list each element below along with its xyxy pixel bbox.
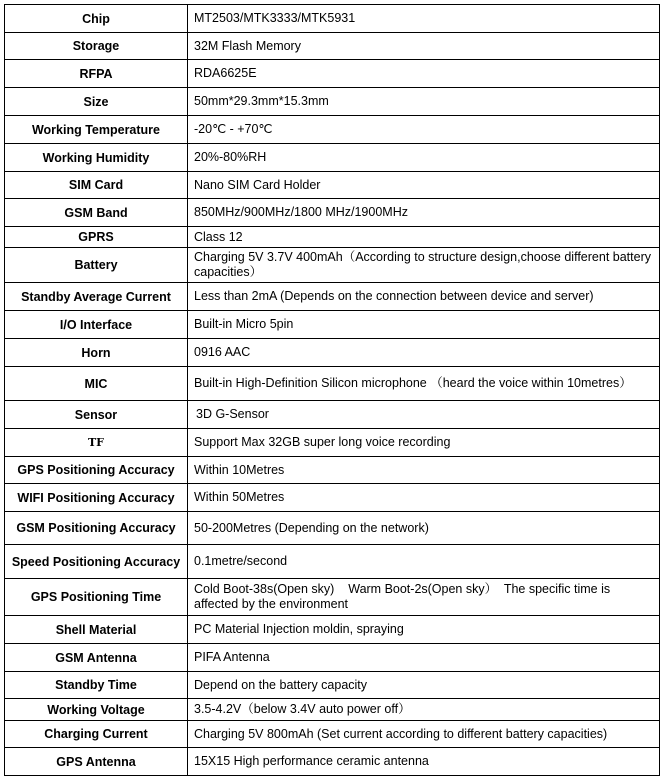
table-row <box>5 227 660 248</box>
spec-label-gps-positioning-accuracy: GPS Positioning Accuracy <box>5 457 188 484</box>
spec-value-gsm-positioning-accuracy: 50-200Metres (Depending on the network) <box>188 512 660 545</box>
spec-label-storage: Storage <box>5 33 188 60</box>
table-row <box>5 5 660 33</box>
spec-value-working-temperature: -20℃ - +70℃ <box>188 116 660 144</box>
spec-value-wifi-positioning-accuracy: Within 50Metres <box>188 484 660 512</box>
spec-value-shell-material: PC Material Injection moldin, spraying <box>188 616 660 644</box>
table-row <box>5 512 660 545</box>
table-row <box>5 457 660 484</box>
spec-label-wifi-positioning-accuracy: WIFI Positioning Accuracy <box>5 484 188 512</box>
table-row <box>5 283 660 311</box>
spec-value-io-interface: Built-in Micro 5pin <box>188 311 660 339</box>
spec-label-working-temperature: Working Temperature <box>5 116 188 144</box>
spec-label-sensor: Sensor <box>5 401 188 429</box>
spec-label-gps-antenna: GPS Antenna <box>5 748 188 776</box>
table-row <box>5 339 660 367</box>
spec-label-working-humidity: Working Humidity <box>5 144 188 172</box>
table-row <box>5 721 660 748</box>
spec-label-horn: Horn <box>5 339 188 367</box>
spec-value-mic: Built-in High-Definition Silicon microphone （heard the voice within 10metres） <box>188 367 660 401</box>
spec-value-standby-average-current: Less than 2mA (Depends on the connection between device and server) <box>188 283 660 311</box>
spec-value-sensor: 3D G-Sensor <box>188 401 660 429</box>
table-row <box>5 401 660 429</box>
table-row <box>5 748 660 776</box>
spec-label-gps-positioning-time: GPS Positioning Time <box>5 579 188 616</box>
spec-value-gps-positioning-accuracy: Within 10Metres <box>188 457 660 484</box>
spec-table <box>4 4 660 776</box>
spec-label-standby-average-current: Standby Average Current <box>5 283 188 311</box>
table-row <box>5 699 660 721</box>
table-row <box>5 644 660 672</box>
spec-value-size: 50mm*29.3mm*15.3mm <box>188 88 660 116</box>
table-row <box>5 484 660 512</box>
spec-value-battery: Charging 5V 3.7V 400mAh（According to structure design,choose different battery capacities） <box>188 248 660 283</box>
spec-value-gps-positioning-time: Cold Boot-38s(Open sky) Warm Boot-2s(Open sky） The specific time is affected by the environment <box>188 579 660 616</box>
spec-value-standby-time: Depend on the battery capacity <box>188 672 660 699</box>
spec-label-gsm-antenna: GSM Antenna <box>5 644 188 672</box>
table-row <box>5 88 660 116</box>
spec-value-rfpa: RDA6625E <box>188 60 660 88</box>
spec-value-speed-positioning-accuracy: 0.1metre/second <box>188 545 660 579</box>
spec-label-tf <box>5 429 188 457</box>
table-row <box>5 367 660 401</box>
spec-label-size: Size <box>5 88 188 116</box>
table-row <box>5 579 660 616</box>
table-row <box>5 248 660 283</box>
spec-label-io-interface: I/O Interface <box>5 311 188 339</box>
spec-label-gprs: GPRS <box>5 227 188 248</box>
table-row <box>5 144 660 172</box>
spec-value-working-voltage: 3.5-4.2V（below 3.4V auto power off） <box>188 699 660 721</box>
table-row <box>5 616 660 644</box>
spec-value-horn: 0916 AAC <box>188 339 660 367</box>
table-row <box>5 672 660 699</box>
spec-value-storage: 32M Flash Memory <box>188 33 660 60</box>
spec-value-charging-current: Charging 5V 800mAh (Set current according to different battery capacities) <box>188 721 660 748</box>
spec-label-rfpa: RFPA <box>5 60 188 88</box>
table-row <box>5 172 660 199</box>
spec-value-sim-card: Nano SIM Card Holder <box>188 172 660 199</box>
spec-value-gsm-band: 850MHz/900MHz/1800 MHz/1900MHz <box>188 199 660 227</box>
spec-label-speed-positioning-accuracy: Speed Positioning Accuracy <box>5 545 188 579</box>
spec-value-gps-antenna: 15X15 High performance ceramic antenna <box>188 748 660 776</box>
spec-value-chip: MT2503/MTK3333/MTK5931 <box>188 5 660 33</box>
table-row <box>5 311 660 339</box>
spec-label-shell-material: Shell Material <box>5 616 188 644</box>
spec-label-chip: Chip <box>5 5 188 33</box>
spec-label-battery: Battery <box>5 248 188 283</box>
spec-value-gsm-antenna: PIFA Antenna <box>188 644 660 672</box>
tf-label-text: TF <box>88 436 104 449</box>
table-row <box>5 199 660 227</box>
spec-value-gprs: Class 12 <box>188 227 660 248</box>
spec-label-mic: MIC <box>5 367 188 401</box>
spec-label-working-voltage: Working Voltage <box>5 699 188 721</box>
table-row <box>5 116 660 144</box>
spec-label-sim-card: SIM Card <box>5 172 188 199</box>
table-row <box>5 429 660 457</box>
spec-label-charging-current: Charging Current <box>5 721 188 748</box>
spec-label-standby-time: Standby Time <box>5 672 188 699</box>
table-row <box>5 33 660 60</box>
spec-value-tf: Support Max 32GB super long voice recording <box>188 429 660 457</box>
table-row <box>5 545 660 579</box>
spec-label-gsm-band: GSM Band <box>5 199 188 227</box>
spec-label-gsm-positioning-accuracy: GSM Positioning Accuracy <box>5 512 188 545</box>
table-row <box>5 60 660 88</box>
spec-value-working-humidity: 20%-80%RH <box>188 144 660 172</box>
